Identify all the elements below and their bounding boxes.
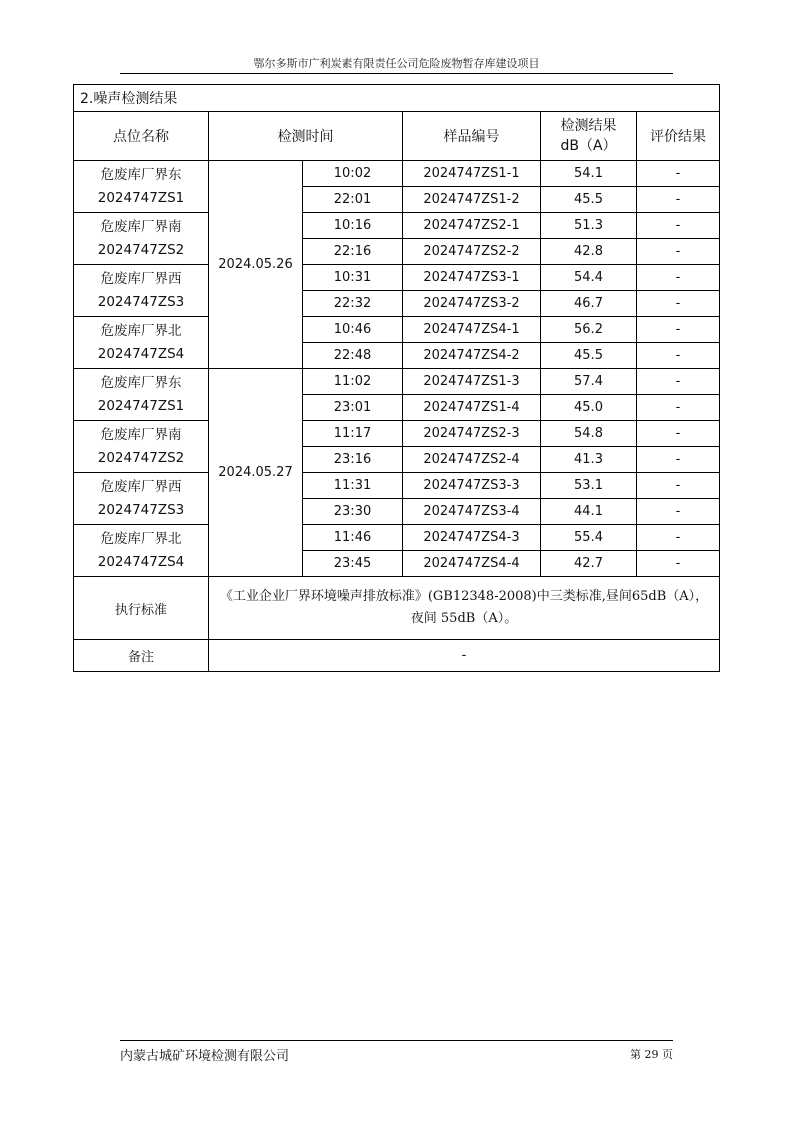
- footer-company: 内蒙古城矿环境检测有限公司: [120, 1049, 290, 1064]
- header-divider: [120, 73, 673, 74]
- sample-id-cell: 2024747ZS2-3: [403, 421, 541, 447]
- sample-id-cell: 2024747ZS3-4: [403, 499, 541, 525]
- col-header-result-line2: dB（A）: [560, 138, 617, 154]
- evaluation-cell: -: [637, 161, 720, 187]
- location-name: 危废库厂界西: [100, 478, 182, 495]
- col-header-location: 点位名称: [74, 112, 209, 161]
- col-header-sample-id: 样品编号: [403, 112, 541, 161]
- sample-id-cell: 2024747ZS3-1: [403, 265, 541, 291]
- location-code: 2024747ZS4: [97, 345, 185, 362]
- evaluation-cell: -: [637, 187, 720, 213]
- result-value-cell: 45.5: [541, 343, 637, 369]
- time-cell: 10:02: [303, 161, 403, 187]
- table-row: [74, 213, 720, 239]
- time-cell: 23:45: [303, 551, 403, 577]
- col-header-result-line1: 检测结果: [560, 118, 617, 134]
- noise-results-table: [73, 84, 720, 672]
- sample-id-cell: 2024747ZS1-3: [403, 369, 541, 395]
- time-cell: 10:46: [303, 317, 403, 343]
- result-value-cell: 54.8: [541, 421, 637, 447]
- footer-divider: [120, 1040, 673, 1041]
- time-cell: 11:31: [303, 473, 403, 499]
- sample-id-cell: 2024747ZS2-2: [403, 239, 541, 265]
- evaluation-cell: -: [637, 447, 720, 473]
- result-value-cell: 53.1: [541, 473, 637, 499]
- sample-id-cell: 2024747ZS2-1: [403, 213, 541, 239]
- time-cell: 23:16: [303, 447, 403, 473]
- evaluation-cell: -: [637, 421, 720, 447]
- result-value-cell: 56.2: [541, 317, 637, 343]
- table-row: [74, 369, 720, 395]
- col-header-evaluation: 评价结果: [637, 112, 720, 161]
- location-name: 危废库厂界东: [100, 374, 182, 391]
- evaluation-cell: -: [637, 265, 720, 291]
- result-value-cell: 42.7: [541, 551, 637, 577]
- time-cell: 22:16: [303, 239, 403, 265]
- table-row: [74, 265, 720, 291]
- standard-row: [74, 577, 720, 640]
- time-cell: 23:30: [303, 499, 403, 525]
- location-name: 危废库厂界南: [100, 426, 182, 443]
- time-cell: 22:32: [303, 291, 403, 317]
- page-header-title: 鄂尔多斯市广利炭素有限责任公司危险废物暂存库建设项目: [253, 57, 540, 70]
- location-cell: [74, 473, 209, 525]
- location-code: 2024747ZS1: [97, 189, 185, 206]
- sample-id-cell: 2024747ZS1-2: [403, 187, 541, 213]
- result-value-cell: 55.4: [541, 525, 637, 551]
- location-code: 2024747ZS3: [97, 293, 185, 310]
- time-cell: 22:48: [303, 343, 403, 369]
- result-value-cell: 41.3: [541, 447, 637, 473]
- location-cell: [74, 317, 209, 369]
- table-row: [74, 317, 720, 343]
- sample-id-cell: 2024747ZS3-2: [403, 291, 541, 317]
- sample-id-cell: 2024747ZS3-3: [403, 473, 541, 499]
- location-name: 危废库厂界北: [100, 530, 182, 547]
- result-value-cell: 51.3: [541, 213, 637, 239]
- evaluation-cell: -: [637, 213, 720, 239]
- time-cell: 22:01: [303, 187, 403, 213]
- location-name: 危废库厂界北: [100, 322, 182, 339]
- location-code: 2024747ZS1: [97, 397, 185, 414]
- location-cell: [74, 421, 209, 473]
- result-value-cell: 44.1: [541, 499, 637, 525]
- time-cell: 23:01: [303, 395, 403, 421]
- sample-id-cell: 2024747ZS4-2: [403, 343, 541, 369]
- result-value-cell: 45.5: [541, 187, 637, 213]
- section-title: 2.噪声检测结果: [74, 85, 720, 112]
- location-code: 2024747ZS2: [97, 449, 185, 466]
- result-value-cell: 45.0: [541, 395, 637, 421]
- table-header-row: [74, 112, 720, 161]
- time-cell: 10:16: [303, 213, 403, 239]
- standard-text: 《工业企业厂界环境噪声排放标准》(GB12348-2008)中三类标准,昼间65dB（A），夜间 55dB（A）。: [209, 577, 720, 640]
- evaluation-cell: -: [637, 525, 720, 551]
- result-value-cell: 54.1: [541, 161, 637, 187]
- location-cell: [74, 369, 209, 421]
- evaluation-cell: -: [637, 343, 720, 369]
- footer-page-number: 第 29 页: [630, 1048, 673, 1061]
- evaluation-cell: -: [637, 291, 720, 317]
- evaluation-cell: -: [637, 499, 720, 525]
- date-cell: 2024.05.26: [209, 161, 303, 369]
- time-cell: 10:31: [303, 265, 403, 291]
- standard-label: 执行标准: [74, 577, 209, 640]
- evaluation-cell: -: [637, 551, 720, 577]
- sample-id-cell: 2024747ZS1-4: [403, 395, 541, 421]
- location-cell: [74, 265, 209, 317]
- evaluation-cell: -: [637, 395, 720, 421]
- location-cell: [74, 161, 209, 213]
- location-name: 危废库厂界南: [100, 218, 182, 235]
- time-cell: 11:17: [303, 421, 403, 447]
- sample-id-cell: 2024747ZS1-1: [403, 161, 541, 187]
- table-row: [74, 421, 720, 447]
- result-value-cell: 46.7: [541, 291, 637, 317]
- location-cell: [74, 525, 209, 577]
- remark-value: -: [209, 640, 720, 672]
- table-row: [74, 161, 720, 187]
- result-value-cell: 57.4: [541, 369, 637, 395]
- sample-id-cell: 2024747ZS2-4: [403, 447, 541, 473]
- table-row: [74, 525, 720, 551]
- remark-label: 备注: [74, 640, 209, 672]
- evaluation-cell: -: [637, 369, 720, 395]
- date-cell: 2024.05.27: [209, 369, 303, 577]
- evaluation-cell: -: [637, 239, 720, 265]
- time-cell: 11:46: [303, 525, 403, 551]
- evaluation-cell: -: [637, 473, 720, 499]
- location-code: 2024747ZS4: [97, 553, 185, 570]
- location-name: 危废库厂界东: [100, 166, 182, 183]
- time-cell: 11:02: [303, 369, 403, 395]
- sample-id-cell: 2024747ZS4-4: [403, 551, 541, 577]
- evaluation-cell: -: [637, 317, 720, 343]
- col-header-result: [541, 112, 637, 161]
- result-value-cell: 54.4: [541, 265, 637, 291]
- location-cell: [74, 213, 209, 265]
- result-value-cell: 42.8: [541, 239, 637, 265]
- col-header-time: 检测时间: [209, 112, 403, 161]
- sample-id-cell: 2024747ZS4-1: [403, 317, 541, 343]
- sample-id-cell: 2024747ZS4-3: [403, 525, 541, 551]
- remark-row: [74, 640, 720, 672]
- location-name: 危废库厂界西: [100, 270, 182, 287]
- table-row: [74, 473, 720, 499]
- location-code: 2024747ZS2: [97, 241, 185, 258]
- location-code: 2024747ZS3: [97, 501, 185, 518]
